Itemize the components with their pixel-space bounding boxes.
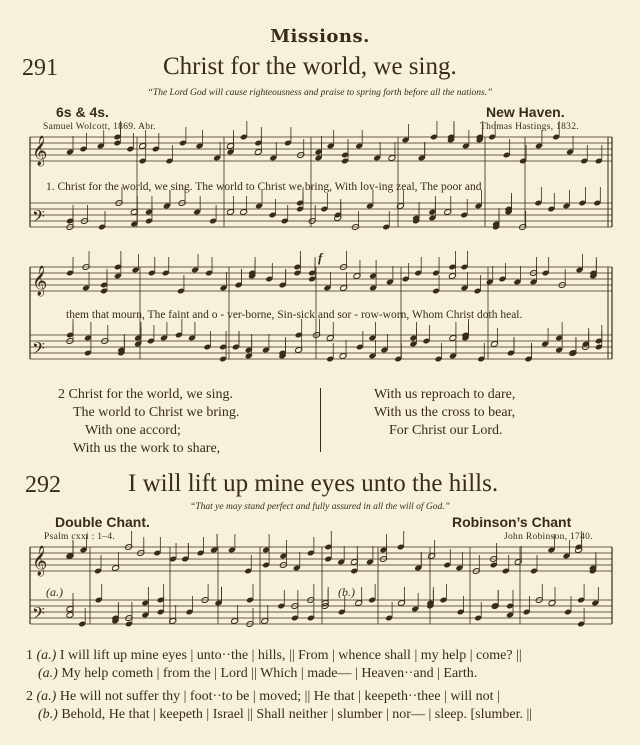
chant-line-1 <box>26 648 522 664</box>
hymn-292-number: 292 <box>25 472 61 498</box>
svg-text:𝄢: 𝄢 <box>32 603 45 627</box>
stanza-line: 2 Christ for the world, we sing. <box>58 387 233 402</box>
hymn-292-left-heading: Double Chant. <box>55 514 150 530</box>
stanza-line: With us the cross to bear, <box>374 405 516 420</box>
stanza-line: With us reproach to dare, <box>374 387 516 402</box>
hymn-291-number: 291 <box>22 55 58 81</box>
svg-text:𝄞: 𝄞 <box>32 136 48 166</box>
hymn-292-title: I will lift up mine eyes unto the hills. <box>128 470 499 497</box>
stanza-2-right <box>374 386 515 440</box>
svg-text:𝄞: 𝄞 <box>32 266 48 296</box>
stanza-divider <box>320 388 321 452</box>
stanza-line: With one accord; <box>85 423 181 438</box>
hymn-292-composer: John Robinson, 1740. <box>504 532 593 542</box>
chant-text: I will lift up mine eyes | unto··the | hills, || From | whence shall | my help | come? || <box>59 648 522 663</box>
chant-line-4 <box>38 707 532 723</box>
chant-line-2 <box>38 666 477 682</box>
dynamic-marking: f <box>318 250 323 265</box>
svg-text:𝄢: 𝄢 <box>32 206 45 230</box>
hymn-291-meter: 6s & 4s. <box>56 104 109 120</box>
chant-part-b-marker: (b.) <box>338 585 355 599</box>
part-label: (b.) <box>38 707 58 722</box>
hymn-291-lyric-line-1: 1. Christ for the world, we sing. The world to Christ we bring, With lov-ing zeal, The poor and <box>46 181 482 193</box>
stanza-line: With us the work to share, <box>73 441 221 456</box>
svg-text:𝄞: 𝄞 <box>32 546 48 576</box>
stanza-2-left <box>58 386 239 458</box>
section-title: Missions. <box>270 26 370 47</box>
hymn-291-title: Christ for the world, we sing. <box>163 53 457 80</box>
chant-text: My help cometh | from the | Lord || Which | made— | Heaven··and | Earth. <box>61 666 478 681</box>
hymn-291-epigraph: “The Lord God will cause righteousness and praise to spring forth before all the nations.” <box>147 88 493 98</box>
hymn-292-psalm: Psalm cxxi : 1–4. <box>44 532 116 542</box>
chant-line-3 <box>26 689 500 705</box>
part-label: (a.) <box>36 689 57 704</box>
part-label: (a.) <box>38 666 58 681</box>
chant-part-a-marker: (a.) <box>46 585 63 599</box>
verse-number: 2 <box>26 689 33 704</box>
hymn-291-lyric-line-2: them that mourn, The faint and o - ver-borne, Sin-sick and sor - row-worn, Whom Christ doth heal. <box>66 309 523 321</box>
part-label: (a.) <box>36 648 57 663</box>
svg-text:𝄢: 𝄢 <box>32 338 45 362</box>
stanza-line: For Christ our Lord. <box>389 423 503 438</box>
hymn-292-epigraph: “That ye may stand perfect and fully assured in all the will of God.” <box>190 502 450 512</box>
chant-text: He will not suffer thy | foot··to be | moved; || He that | keepeth··thee | will not | <box>59 689 500 704</box>
hymn-291-tune: New Haven. <box>486 104 565 120</box>
hymn-291-composer: Thomas Hastings, 1832. <box>480 122 579 132</box>
hymn-291-author: Samuel Wolcott, 1869. Abr. <box>43 122 156 132</box>
verse-number: 1 <box>26 648 33 663</box>
stanza-line: The world to Christ we bring. <box>73 405 240 420</box>
chant-text: Behold, He that | keepeth | Israel || Shall neither | slumber | nor— | sleep. [slumber. || <box>61 707 533 722</box>
hymn-292-right-heading: Robinson’s Chant <box>452 514 572 530</box>
